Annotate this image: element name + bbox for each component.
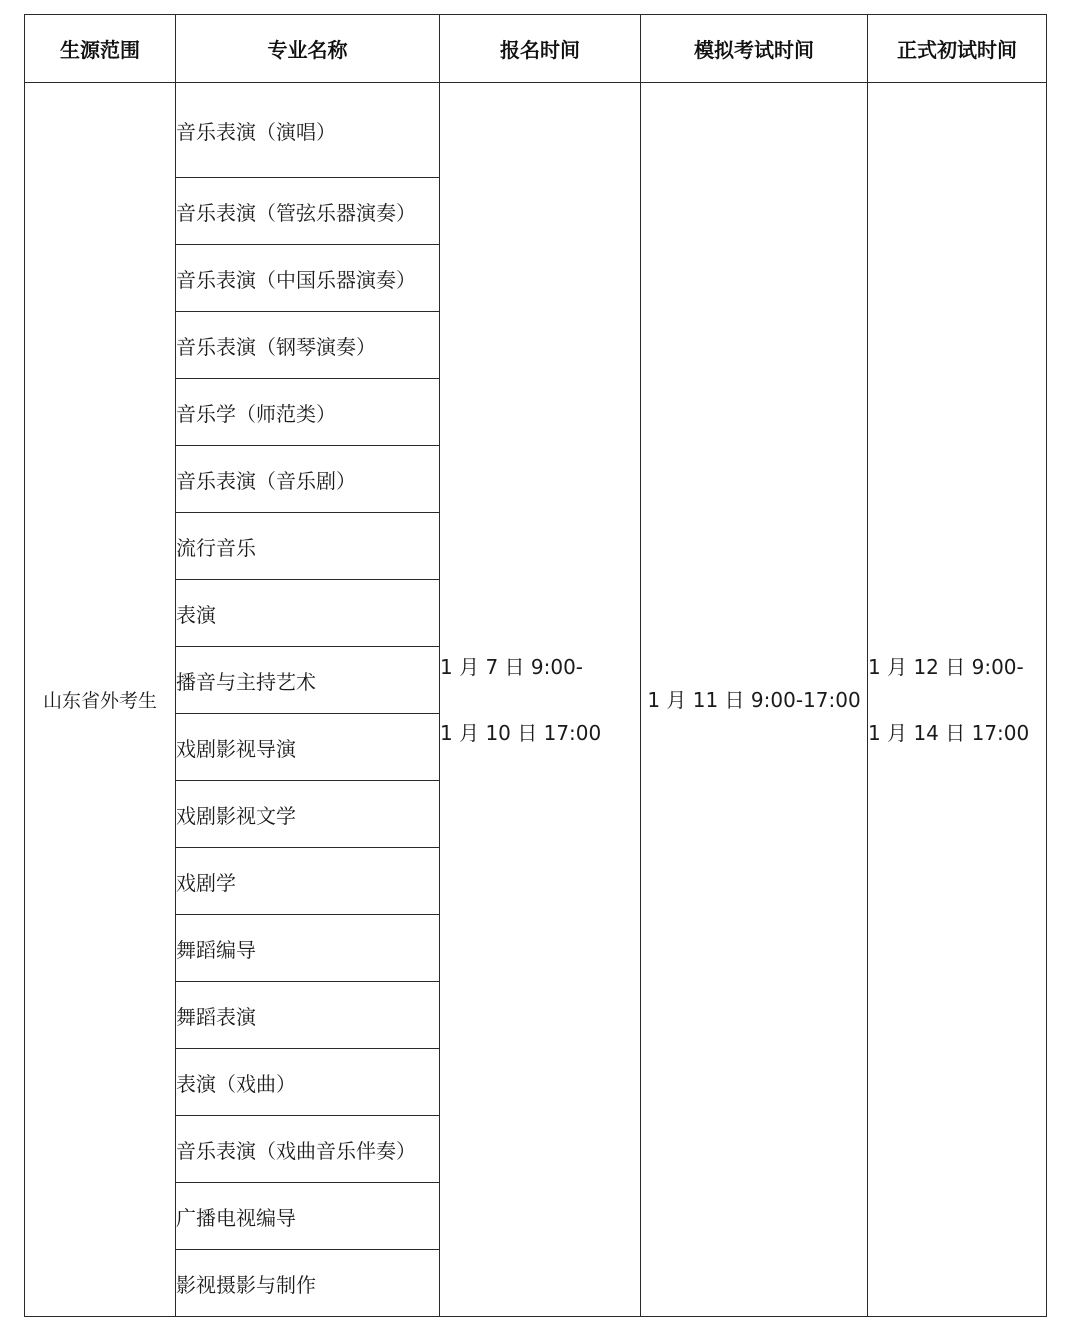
major-name: 音乐学（师范类） [176, 379, 440, 446]
header-official-exam: 正式初试时间 [868, 15, 1047, 83]
major-name: 音乐表演（戏曲音乐伴奏） [176, 1116, 440, 1183]
major-name: 戏剧学 [176, 848, 440, 915]
table-row [25, 83, 1047, 178]
major-name: 表演 [176, 580, 440, 647]
header-row [25, 15, 1047, 83]
major-name: 舞蹈表演 [176, 982, 440, 1049]
major-name: 戏剧影视导演 [176, 714, 440, 781]
official-exam-start: 1 月 12 日 9:00- [868, 654, 1024, 679]
registration-start: 1 月 7 日 9:00- [440, 654, 584, 679]
major-name: 影视摄影与制作 [176, 1250, 440, 1317]
major-name: 音乐表演（钢琴演奏） [176, 312, 440, 379]
major-name: 表演（戏曲） [176, 1049, 440, 1116]
header-registration: 报名时间 [440, 15, 641, 83]
registration-time-cell [440, 83, 641, 1317]
exam-schedule-table [24, 14, 1047, 1317]
major-name: 音乐表演（管弦乐器演奏） [176, 178, 440, 245]
header-major: 专业名称 [176, 15, 440, 83]
header-mock-exam: 模拟考试时间 [641, 15, 868, 83]
major-name: 音乐表演（音乐剧） [176, 446, 440, 513]
header-source: 生源范围 [25, 15, 176, 83]
major-name: 戏剧影视文学 [176, 781, 440, 848]
official-exam-end: 1 月 14 日 17:00 [868, 720, 1030, 745]
mock-exam-time-cell: 1 月 11 日 9:00-17:00 [641, 83, 868, 1317]
registration-end: 1 月 10 日 17:00 [440, 720, 602, 745]
major-name: 播音与主持艺术 [176, 647, 440, 714]
major-name: 流行音乐 [176, 513, 440, 580]
major-name: 音乐表演（中国乐器演奏） [176, 245, 440, 312]
source-scope-cell: 山东省外考生 [25, 83, 176, 1317]
major-name: 广播电视编导 [176, 1183, 440, 1250]
major-name: 舞蹈编导 [176, 915, 440, 982]
official-exam-time-cell [868, 83, 1047, 1317]
major-name: 音乐表演（演唱） [176, 83, 440, 178]
